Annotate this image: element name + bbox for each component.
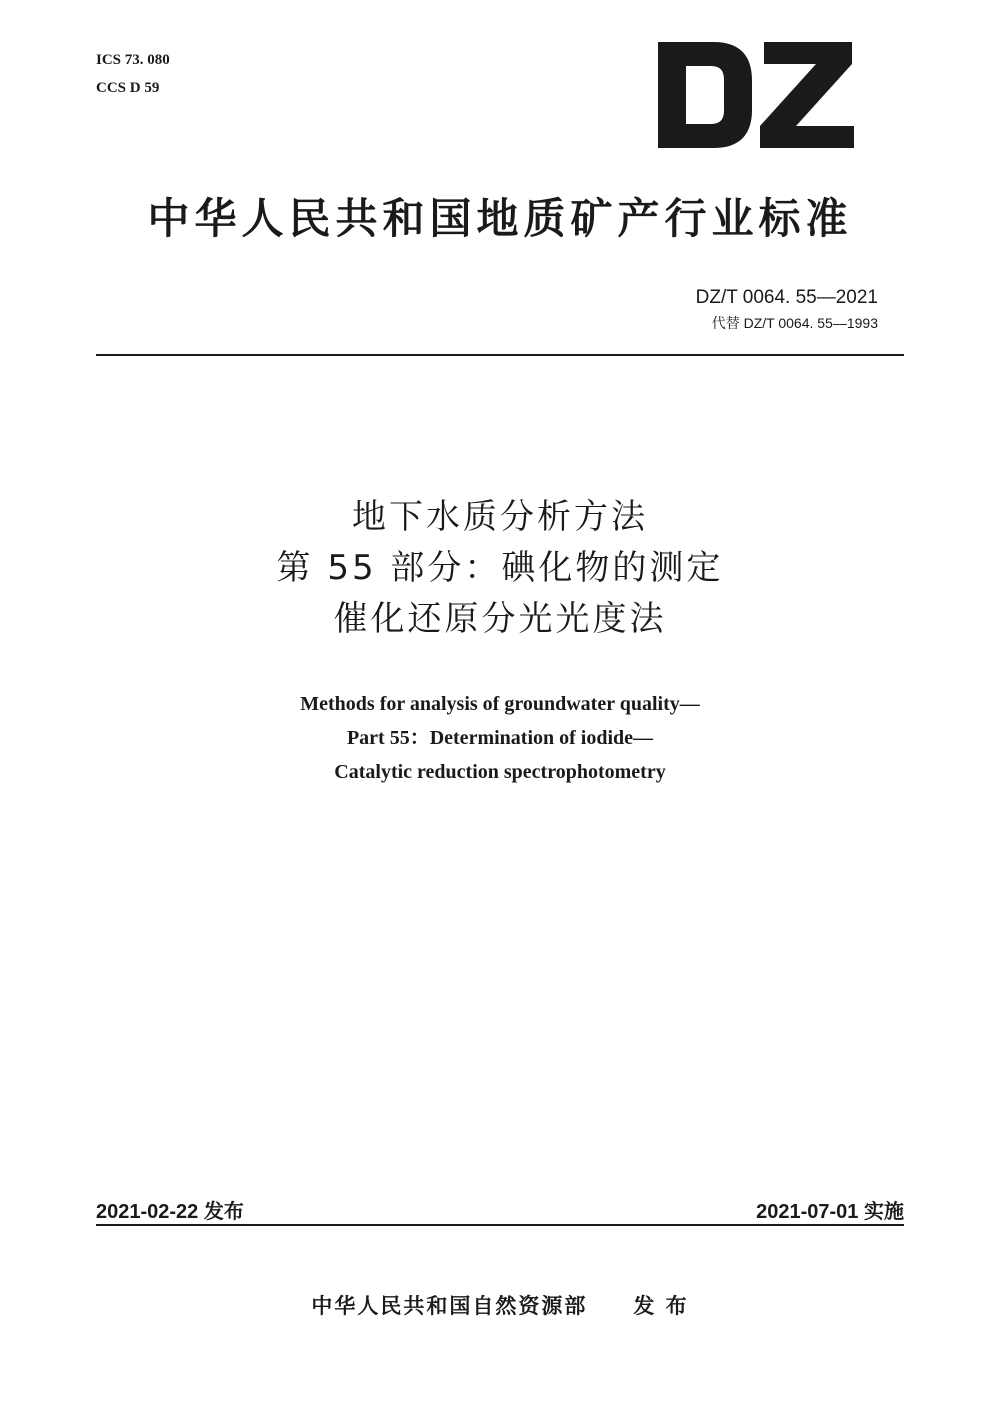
chinese-title: [0, 492, 1000, 645]
chinese-title-line-2: 第 55 部分：碘化物的测定: [276, 548, 724, 588]
english-title-line-3: Catalytic reduction spectrophotometry: [334, 761, 666, 783]
dz-logo-letter-z: [760, 42, 854, 148]
classification-codes: [96, 46, 170, 102]
standard-number: DZ/T 0064. 55—2021: [695, 287, 878, 308]
implementation-date: 2021-07-01 实施: [756, 1201, 904, 1223]
publisher-action: 发 布: [633, 1294, 689, 1318]
chinese-title-line-1: 地下水质分析方法: [352, 497, 648, 537]
publisher-line: [0, 1290, 1000, 1320]
english-title: [0, 687, 1000, 789]
ccs-code: CCS D 59: [96, 80, 160, 96]
dz-logo: [656, 40, 856, 150]
standard-title: 中华人民共和国地质矿产行业标准: [147, 194, 853, 243]
publisher-name: 中华人民共和国自然资源部: [311, 1294, 588, 1318]
issue-date: 2021-02-22 发布: [96, 1201, 244, 1223]
english-title-line-1: Methods for analysis of groundwater quality—: [300, 693, 700, 715]
english-title-line-2: Part 55：Determination of iodide—: [346, 727, 654, 749]
dz-logo-letter-d: [658, 42, 752, 148]
replaces-standard: 代替 DZ/T 0064. 55—1993: [711, 315, 878, 331]
ics-code: ICS 73. 080: [96, 52, 170, 68]
footer-divider: [96, 1224, 904, 1226]
standard-number-block: [696, 284, 878, 334]
chinese-title-line-3: 催化还原分光光度法: [333, 599, 667, 639]
header-divider: [96, 354, 904, 356]
